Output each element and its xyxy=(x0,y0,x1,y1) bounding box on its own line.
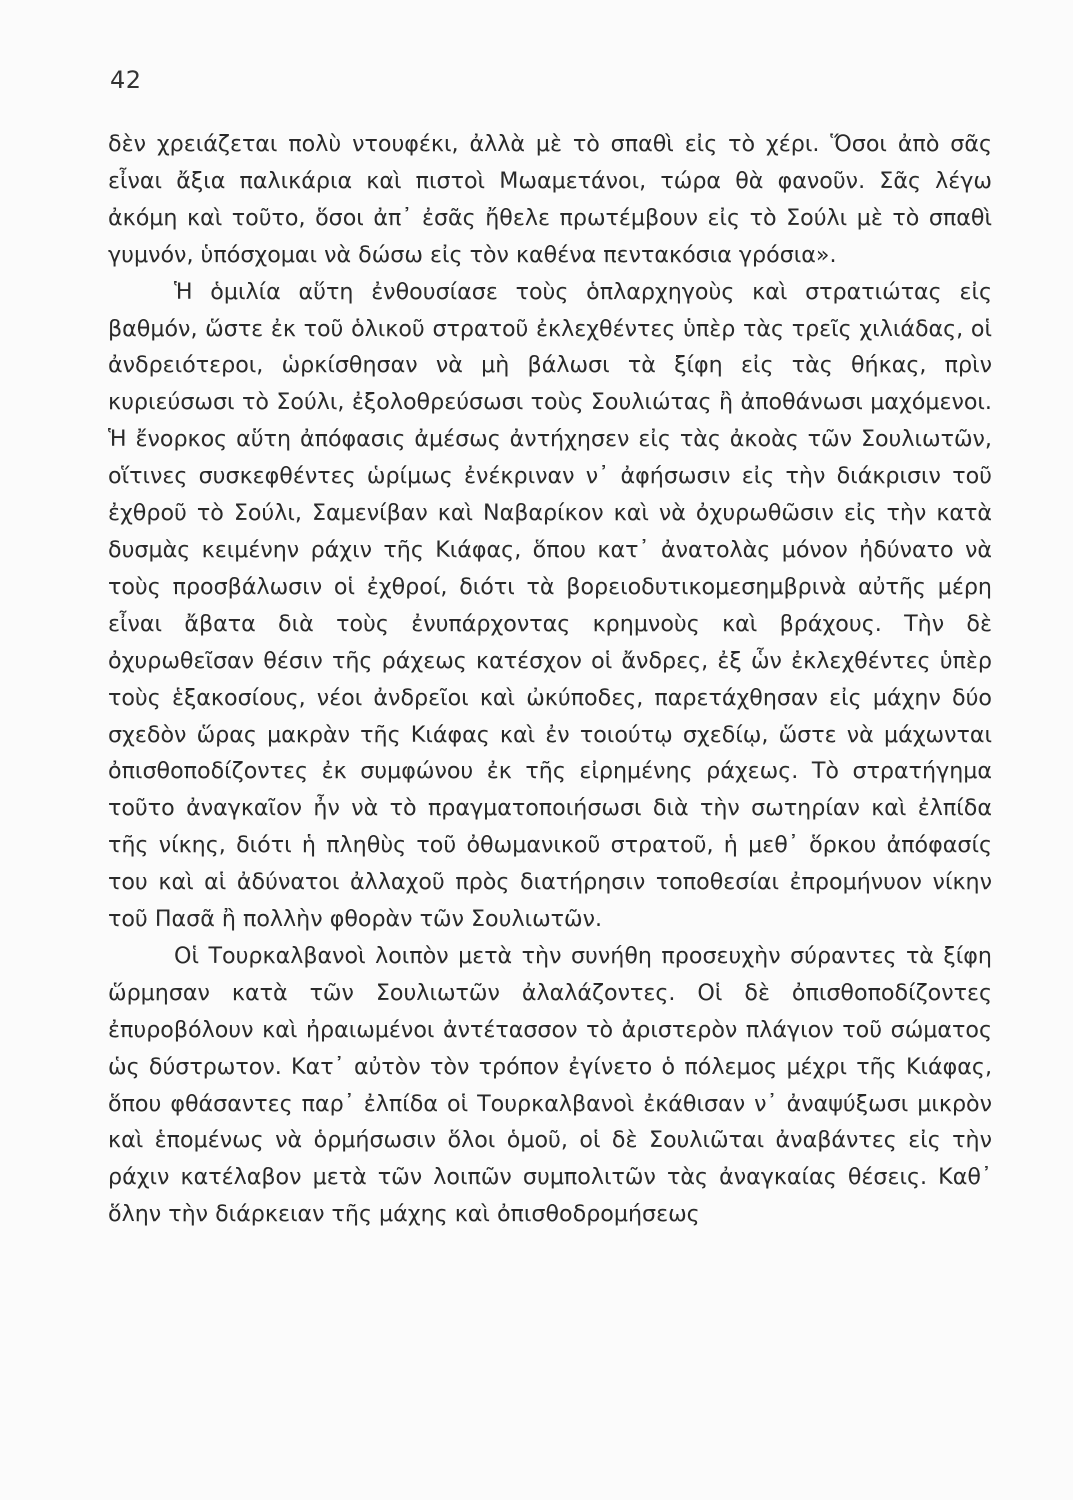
page-number: 42 xyxy=(110,66,142,94)
paragraph-1: δὲν χρειάζεται πολὺ ντουφέκι, ἀλλὰ μὲ τὸ σπαθὶ εἰς τὸ χέρι. Ὅσοι ἀπὸ σᾶς εἶναι ἄξια παλικάρια καὶ πιστοὶ Μωαμετάνοι, τώρα θὰ φανοῦν. Σᾶς λέγω ἀκόμη καὶ τοῦτο, ὅσοι ἀπ᾽ ἐσᾶς ἤθελε πρωτέμβουν εἰς τὸ Σούλι μὲ τὸ σπαθὶ γυμνόν, ὑπόσχομαι νὰ δώσω εἰς τὸν καθένα πεντακόσια γρόσια». xyxy=(108,131,992,268)
paragraph-2: Ἡ ὁμιλία αὕτη ἐνθουσίασε τοὺς ὁπλαρχηγοὺς καὶ στρατιώτας εἰς βαθμόν, ὥστε ἐκ τοῦ ὁλικοῦ στρατοῦ ἐκλεχθέντες ὑπὲρ τὰς τρεῖς χιλιάδας, οἱ ἀνδρειότεροι, ὡρκίσθησαν νὰ μὴ βάλωσι τὰ ξίφη εἰς τὰς θήκας, πρὶν κυριεύσωσι τὸ Σούλι, ἐξολοθρεύσωσι τοὺς Σουλιώτας ἢ ἀποθάνωσι μαχόμενοι. Ἡ ἔνορκος αὕτη ἀπόφασις ἀμέσως ἀντήχησεν εἰς τὰς ἀκοὰς τῶν Σουλιωτῶν, οἵτινες συσκεφθέντες ὡρίμως ἐνέκριναν ν᾽ ἀφήσωσιν εἰς τὴν διάκρισιν τοῦ ἐχθροῦ τὸ Σούλι, Σαμενίβαν καὶ Ναβαρίκον καὶ νὰ ὀχυρωθῶσιν εἰς τὴν κατὰ δυσμὰς κειμένην ράχιν τῆς Κιάφας, ὅπου κατ᾽ ἀνατολὰς μόνον ἠδύνατο νὰ τοὺς προσβάλωσιν οἱ ἐχθροί, διότι τὰ βορειοδυτικομεσημβρινὰ αὐτῆς μέρη εἶναι ἄβατα διὰ τοὺς ἐνυπάρχοντας κρημνοὺς καὶ βράχους. Τὴν δὲ ὀχυρωθεῖσαν θέσιν τῆς ράχεως κατέσχον οἱ ἄνδρες, ἐξ ὧν ἐκλεχθέντες ὑπὲρ τοὺς ἑξακοσίους, νέοι ἀνδρεῖοι καὶ ὠκύποδες, παρετάχθησαν εἰς μάχην δύο σχεδὸν ὥρας μακρὰν τῆς Κιάφας καὶ ἐν τοιούτῳ σχεδίῳ, ὥστε νὰ μάχωνται ὀπισθοποδίζοντες ἐκ συμφώνου ἐκ τῆς εἰρημένης ράχεως. Τὸ στρατήγημα τοῦτο ἀναγκαῖον ἦν νὰ τὸ πραγματοποιήσωσι διὰ τὴν σωτηρίαν καὶ ἐλπίδα τῆς νίκης, διότι ἡ πληθὺς τοῦ ὀθωμανικοῦ στρατοῦ, ἡ μεθ᾽ ὅρκου ἀπόφασίς του καὶ αἱ ἀδύνατοι ἀλλαχοῦ πρὸς διατήρησιν τοποθεσίαι ἐπρομήνυον νίκην τοῦ Πασᾶ ἢ πολλὴν φθορὰν τῶν Σουλιωτῶν. xyxy=(108,278,992,933)
body-text xyxy=(108,126,992,1233)
paragraph-3: Οἱ Τουρκαλβανοὶ λοιπὸν μετὰ τὴν συνήθη προσευχὴν σύραντες τὰ ξίφη ὥρμησαν κατὰ τῶν Σουλιωτῶν ἀλαλάζοντες. Οἱ δὲ ὀπισθοποδίζοντες ἐπυροβόλουν καὶ ἠραιωμένοι ἀντέτασσον τὸ ἀριστερὸν πλάγιον τοῦ σώματος ὡς δύστρωτον. Κατ᾽ αὐτὸν τὸν τρόπον ἐγίνετο ὁ πόλεμος μέχρι τῆς Κιάφας, ὅπου φθάσαντες παρ᾽ ἐλπίδα οἱ Τουρκαλβανοὶ ἐκάθισαν ν᾽ ἀναψύξωσι μικρὸν καὶ ἑπομένως νὰ ὁρμήσωσιν ὅλοι ὁμοῦ, οἱ δὲ Σουλιῶται ἀναβάντες εἰς τὴν ράχιν κατέλαβον μετὰ τῶν λοιπῶν συμπολιτῶν τὰς ἀναγκαίας θέσεις. Καθ᾽ ὅλην τὴν διάρκειαν τῆς μάχης καὶ ὀπισθοδρομήσεως xyxy=(108,942,992,1228)
